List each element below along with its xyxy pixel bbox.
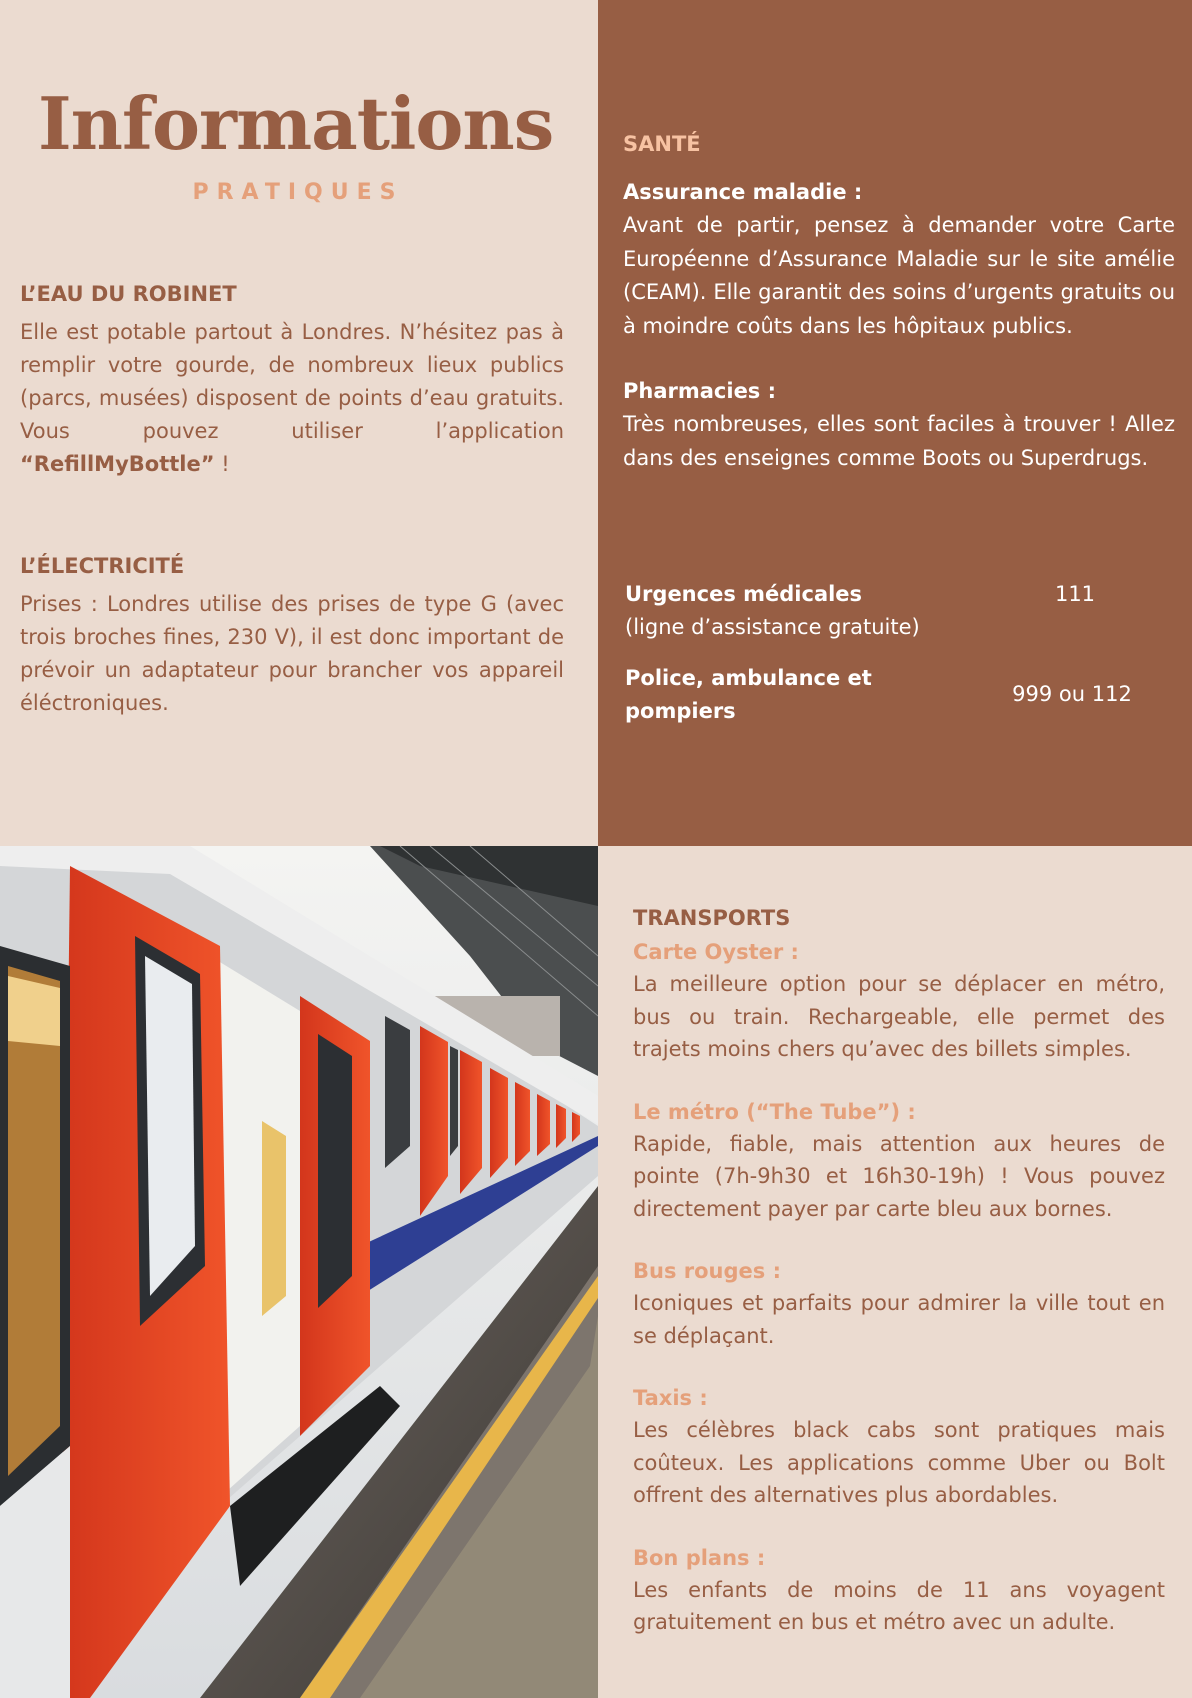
urgences-row (625, 578, 1145, 644)
electricite-text: Prises : Londres utilise des prises de type G (avec trois broches fines, 230 V), il est donc important de prévoir un adaptateur pour brancher vos appareil éléctroniques. (20, 592, 564, 715)
transport-text: La meilleure option pour se déplacer en métro, bus ou train. Rechargeable, elle permet des trajets moins chers qu’avec des billets simples. (633, 972, 1165, 1061)
transport-text: Rapide, fiable, mais attention aux heures de pointe (7h-9h30 et 16h30-19h) ! Vous pouvez directement payer par carte bleu aux bornes. (633, 1131, 1165, 1221)
eau-text-body: Elle est potable partout à Londres. N’hésitez pas à remplir votre gourde, de nombreux lieux publics (parcs, musées) disposent de points d’eau gratuits. Vous pouvez utiliser l’application (20, 320, 564, 443)
police-label-line2: pompiers (625, 699, 736, 723)
sante-heading: SANTÉ (623, 132, 701, 156)
transport-label: Bon plans : (633, 1545, 766, 1570)
police-label-line1: Police, ambulance et (625, 666, 872, 690)
transport-label: Le métro (“The Tube”) : (633, 1099, 916, 1124)
transports-heading: TRANSPORTS (633, 906, 791, 930)
transport-label: Carte Oyster : (633, 940, 799, 964)
urgences-sub: (ligne d’assistance gratuite) (625, 615, 920, 639)
electricite-section (20, 554, 564, 720)
transport-text: Les enfants de moins de 11 ans voyagent gratuitement en bus et métro avec un adulte. (633, 1577, 1165, 1634)
police-row (625, 662, 1145, 728)
eau-section (20, 282, 564, 481)
transport-text: Iconiques et parfaits pour admirer la ville tout en se déplaçant. (633, 1291, 1165, 1348)
eau-text-end: ! (214, 452, 230, 476)
urgences-number: 111 (1054, 582, 1096, 606)
pharmacies-text: Très nombreuses, elles sont faciles à trouver ! Allez dans des enseignes comme Boots ou Superdrugs. (623, 412, 1175, 470)
transport-item-taxis (633, 1382, 1165, 1512)
transport-label: Taxis : (633, 1386, 708, 1410)
police-number: 999 ou 112 (1012, 682, 1132, 706)
transport-item-oyster (633, 936, 1165, 1066)
pharmacies-label: Pharmacies : (623, 379, 777, 403)
refillmybottle-app-name: “RefillMyBottle” (20, 452, 215, 476)
electricite-heading: L’ÉLECTRICITÉ (20, 554, 185, 578)
transport-item-bus (633, 1255, 1165, 1352)
eau-heading: L’EAU DU ROBINET (20, 282, 237, 306)
tube-train-photo (0, 846, 598, 1698)
assurance-text: Avant de partir, pensez à demander votre Carte Européenne d’Assurance Maladie sur le site amélie (CEAM). Elle garantit des soins d’urgents gratuits ou à moindre coûts dans les hôpitaux publics. (623, 213, 1175, 338)
transports-section (633, 906, 1165, 1669)
sante-section (623, 132, 1175, 475)
transport-item-metro (633, 1096, 1165, 1226)
page-subtitle: PRATIQUES (192, 180, 404, 205)
assurance-label: Assurance maladie : (623, 180, 863, 204)
transport-label: Bus rouges : (633, 1259, 781, 1283)
eau-text (20, 316, 564, 481)
page-title: Informations (38, 81, 554, 166)
urgences-title: Urgences médicales (625, 582, 863, 606)
tube-train-illustration (0, 846, 598, 1698)
transport-item-bon-plans (633, 1542, 1165, 1639)
transport-text: Les célèbres black cabs sont pratiques mais coûteux. Les applications comme Uber ou Bolt offrent des alternatives plus abordables. (633, 1418, 1165, 1507)
